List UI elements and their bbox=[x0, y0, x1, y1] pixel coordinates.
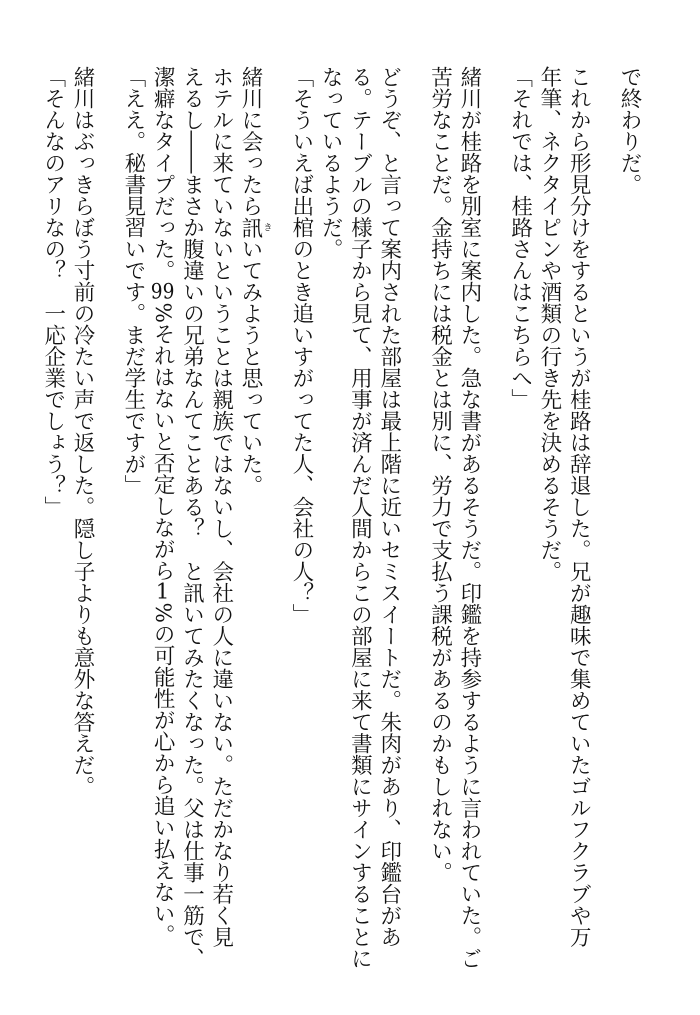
upright-number: 1 bbox=[155, 580, 170, 603]
ruby-before: 緒川に会ったら bbox=[238, 66, 264, 217]
text-line: で終わりだ。 bbox=[617, 66, 642, 195]
upright-number: 99 bbox=[150, 281, 175, 303]
dialogue-line: 「そんなのアリなの？ 一応企業でしょう？」 bbox=[40, 66, 66, 518]
text-line: 緒川が桂路を別室に案内した。急な書があるそうだ。印鑑を持参するように言われていた。ご bbox=[456, 66, 482, 969]
ruby-annotation bbox=[238, 216, 272, 239]
ruby-after: いてみようと思っていた。 bbox=[238, 238, 264, 496]
text-line: なっているようだ。 bbox=[318, 66, 344, 260]
text-line-with-ruby bbox=[236, 66, 287, 966]
ruby-base: 訊 bbox=[238, 216, 264, 238]
text-line: 年筆、ネクタイピンや酒類の行き先を決めるそうだ。 bbox=[536, 66, 562, 582]
dialogue-line: 「そういえば出棺のとき追いすがってた人、会社の人？」 bbox=[288, 66, 314, 625]
text-line: 苦労なことだ。金持ちには税金とは別に、労力で支払う課税があるのかもしれない。 bbox=[427, 66, 453, 883]
text-line-with-numbers: 潔癖なタイプだった。99%それはないと否定しながら1%の可能性が心から追い払えない。 bbox=[150, 66, 176, 946]
text-line: 緒川はぶっきらぼう寸前の冷たい声で返した。隠し子よりも意外な答えだ。 bbox=[70, 66, 96, 797]
text-line: どうぞ、と言って案内された部屋は最上階に近いセミスイートだ。朱肉があり、印鑑台があ bbox=[376, 66, 402, 948]
ruby-reading: き bbox=[261, 216, 272, 238]
text-line: ホテルに来ていないということは親族ではないし、会社の人に違いない。ただかなり若く見 bbox=[208, 66, 234, 948]
dialogue-line: 「それでは、桂路さんはこちらへ」 bbox=[507, 66, 533, 410]
text-line: えるし――まさか腹違いの兄弟なんてことある？ と訊いてみたくなった。父は仕事一筋で、 bbox=[179, 66, 205, 969]
text-line: これから形見分けをするというが桂路は辞退した。兄が趣味で集めていたゴルフクラブや万 bbox=[566, 66, 592, 948]
dialogue-line: 「ええ。秘書見習いです。まだ学生ですが」 bbox=[120, 66, 146, 496]
text-line: る。テーブルの様子から見て、用事が済んだ人間からこの部屋に来て書類にサインすることに bbox=[347, 66, 373, 969]
vertical-text-body bbox=[38, 66, 644, 969]
